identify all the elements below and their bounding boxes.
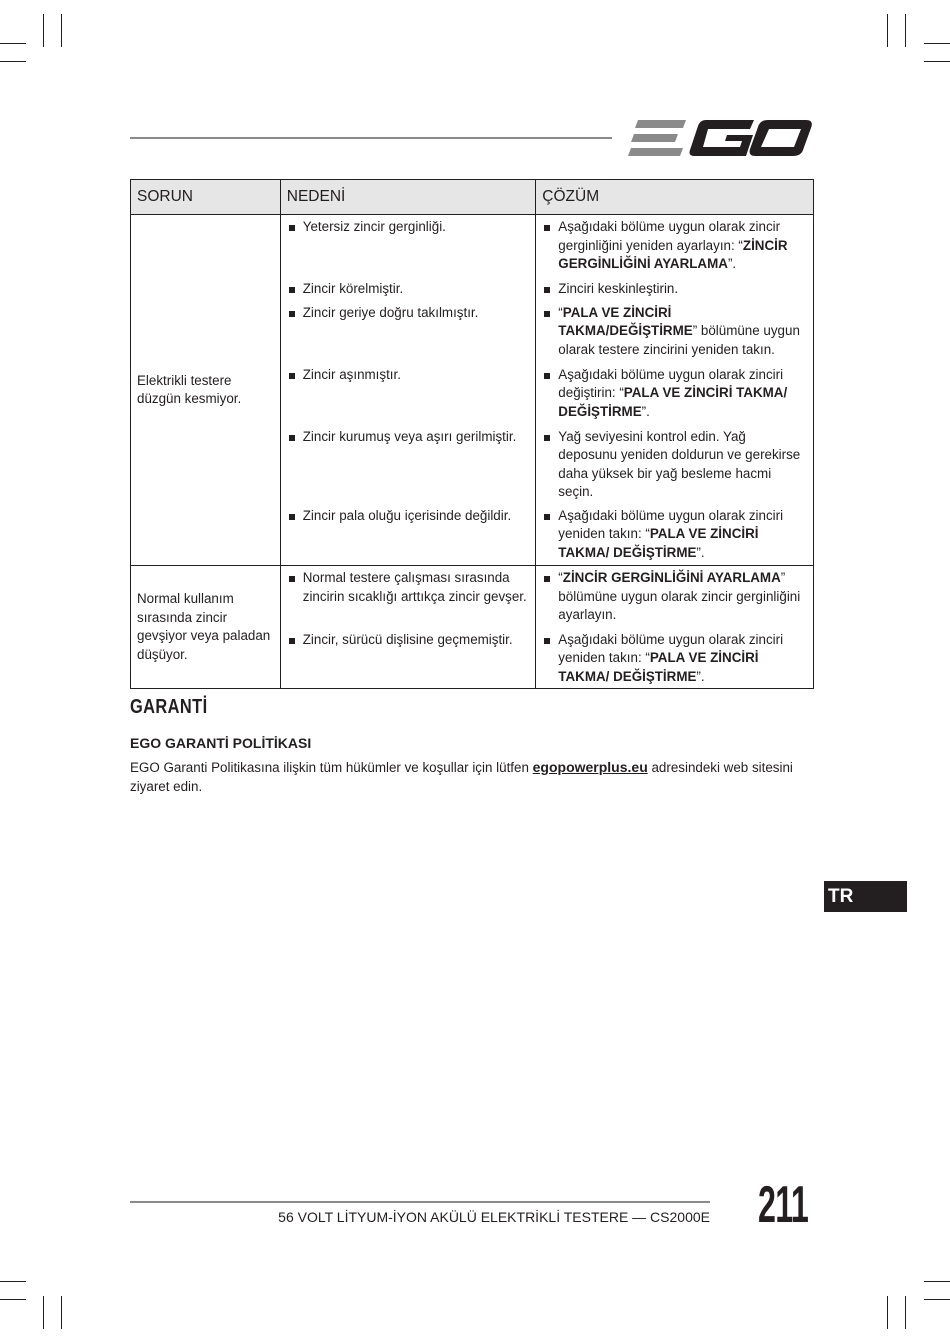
cause-item: Zincir, sürücü dişlisine geçmemiştir. — [281, 631, 530, 650]
crop-mark — [924, 1281, 950, 1282]
section-subtitle: EGO GARANTİ POLİTİKASI — [130, 735, 312, 751]
crop-mark — [0, 61, 26, 62]
solution-item: Aşağıdaki bölüme uygun olarak zinciri yeniden takın: “PALA VE ZİNCİRİ TAKMA/ DEĞİŞTİRME”. — [536, 507, 807, 563]
language-tab: TR — [824, 881, 907, 912]
crop-mark — [43, 1296, 44, 1329]
header-rule — [130, 137, 612, 139]
crop-mark — [0, 1299, 26, 1300]
page-number: 211 — [758, 1176, 809, 1234]
table-row — [131, 215, 814, 277]
section-title: GARANTİ — [130, 696, 208, 718]
solution-item: Zinciri keskinleştirin. — [536, 280, 807, 299]
table-header-row — [131, 180, 814, 215]
solution-item: Aşağıdaki bölüme uygun olarak zinciri yeniden takın: “PALA VE ZİNCİRİ TAKMA/ DEĞİŞTİRME”. — [536, 631, 807, 687]
cause-item: Zincir aşınmıştır. — [281, 366, 530, 385]
cause-item: Zincir körelmiştir. — [281, 280, 530, 299]
cause-item: Normal testere çalışması sırasında zincirin sıcaklığı arttıkça zincir gevşer. — [281, 569, 530, 606]
troubleshooting-table — [130, 179, 814, 689]
cause-item: Zincir kurumuş veya aşırı gerilmiştir. — [281, 428, 530, 447]
column-header: NEDENİ — [280, 180, 536, 215]
crop-mark — [61, 1296, 62, 1329]
crop-mark — [887, 14, 888, 47]
table-row — [131, 566, 814, 628]
crop-mark — [924, 1299, 950, 1300]
problem-cell: Normal kullanım sırasında zincir gevşiyor veya paladan düşüyor. — [131, 566, 281, 689]
crop-mark — [924, 61, 950, 62]
crop-mark — [905, 1296, 906, 1329]
warranty-paragraph: EGO Garanti Politikasına ilişkin tüm hükümler ve koşullar için lütfen egopowerplus.eu adresindeki web sitesini ziyaret edin. — [130, 759, 793, 794]
cause-item: Zincir geriye doğru takılmıştır. — [281, 304, 530, 323]
crop-mark — [924, 43, 950, 44]
crop-mark — [887, 1296, 888, 1329]
solution-item: Yağ seviyesini kontrol edin. Yağ deposunu yeniden doldurun ve gerekirse daha yüksek bir yağ besleme hacmi seçin. — [536, 428, 807, 502]
problem-cell: Elektrikli testere düzgün kesmiyor. — [131, 215, 281, 566]
footer-rule — [130, 1201, 710, 1203]
crop-mark — [61, 14, 62, 47]
cause-item: Zincir pala oluğu içerisinde değildir. — [281, 507, 530, 526]
solution-item: Aşağıdaki bölüme uygun olarak zinciri değiştirin: “PALA VE ZİNCİRİ TAKMA/ DEĞİŞTİRME”. — [536, 366, 807, 422]
solution-item: “ZİNCİR GERGİNLİĞİNİ AYARLAMA” bölümüne uygun olarak zincir gerginliğini ayarlayın. — [536, 569, 807, 625]
solution-item: “PALA VE ZİNCİRİ TAKMA/DEĞİŞTİRME” bölümüne uygun olarak testere zincirini yeniden takın. — [536, 304, 807, 360]
crop-mark — [0, 1281, 26, 1282]
crop-mark — [43, 14, 44, 47]
column-header: SORUN — [131, 180, 281, 215]
cause-item: Yetersiz zincir gerginliği. — [281, 218, 530, 237]
crop-mark — [0, 43, 26, 44]
website-link[interactable]: egopowerplus.eu — [532, 759, 648, 775]
footer-title: 56 VOLT LİTYUM-İYON AKÜLÜ ELEKTRİKLİ TESTERE — CS2000E — [278, 1209, 710, 1225]
solution-item: Aşağıdaki bölüme uygun olarak zincir gerginliğini yeniden ayarlayın: “ZİNCİR GERGİNLİĞİNİ AYARLAMA”. — [536, 218, 807, 274]
column-header: ÇÖZÜM — [536, 180, 814, 215]
crop-mark — [905, 14, 906, 47]
ego-logo — [628, 118, 812, 158]
